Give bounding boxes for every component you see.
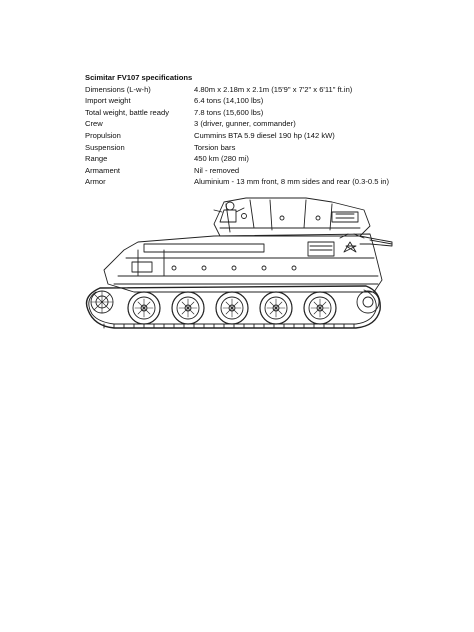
spec-value: 6.4 tons (14,100 lbs): [194, 96, 264, 106]
spec-label: Import weight: [85, 96, 131, 106]
spec-row: [85, 130, 405, 142]
road-wheel: [304, 292, 336, 324]
spec-row: [85, 165, 405, 177]
spec-label: Armor: [85, 177, 106, 187]
spec-value: Aluminium - 13 mm front, 8 mm sides and rear (0.3-0.5 in): [194, 177, 389, 187]
vehicle-illustration: [74, 188, 396, 346]
spec-value: 450 km (280 mi): [194, 154, 249, 164]
spec-row: [85, 84, 405, 96]
tank-line-drawing: [74, 188, 396, 346]
spec-row: [85, 176, 405, 188]
specifications-table: [85, 72, 405, 188]
drive-sprocket: [91, 291, 113, 313]
spec-label: Propulsion: [85, 130, 121, 140]
spec-value: Cummins BTA 5.9 diesel 190 hp (142 kW): [194, 130, 335, 140]
gun-barrel: [360, 236, 392, 246]
crew-figure: [214, 202, 244, 222]
road-wheel: [172, 292, 204, 324]
spec-value: Torsion bars: [194, 142, 236, 152]
specifications-title: Scimitar FV107 specifications: [85, 73, 193, 82]
spec-value: 7.8 tons (15,600 lbs): [194, 107, 264, 117]
spec-value: 4.80m x 2.18m x 2.1m (15'9" x 7'2" x 6'11" ft.in): [194, 84, 353, 94]
spec-row: [85, 107, 405, 119]
hull: [104, 234, 382, 292]
spec-value: Nil - removed: [194, 165, 240, 175]
spec-label: Range: [85, 154, 108, 164]
spec-row: [85, 95, 405, 107]
spec-value: 3 (driver, gunner, commander): [194, 119, 296, 129]
spec-row: [85, 153, 405, 165]
turret: [214, 198, 370, 236]
road-wheels: [128, 292, 336, 324]
spec-row: [85, 142, 405, 154]
spec-label: Crew: [85, 119, 103, 129]
road-wheel: [216, 292, 248, 324]
road-wheel: [128, 292, 160, 324]
road-wheel: [260, 292, 292, 324]
spec-row: [85, 118, 405, 130]
spec-label: Armament: [85, 165, 121, 175]
spec-label: Total weight, battle ready: [85, 107, 170, 117]
spec-label: Suspension: [85, 142, 125, 152]
spec-label: Dimensions (L-w-h): [85, 84, 151, 94]
